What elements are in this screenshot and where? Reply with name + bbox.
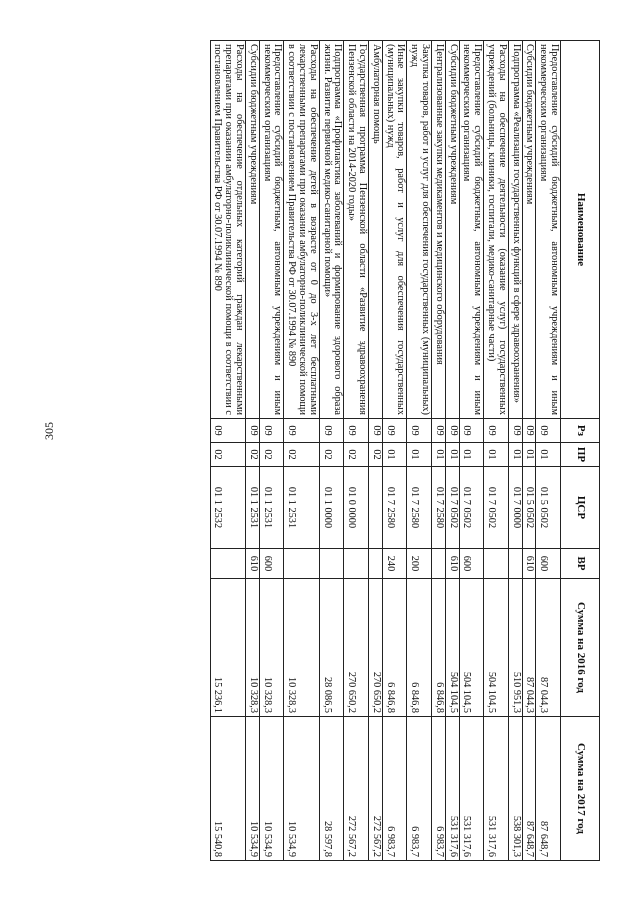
cell-name: Иные закупки товаров, работ и услуг для обеспечения государственных (муниципальных) нужд — [382, 41, 407, 419]
cell-rz: 09 — [284, 419, 319, 443]
header-sum-2017: Сумма на 2017 год — [561, 717, 600, 861]
cell-rz: 09 — [484, 419, 509, 443]
cell-sum-2016: 6 846,8 — [407, 579, 432, 717]
page-number: 305 — [42, 422, 56, 440]
cell-vr: 600 — [459, 549, 484, 579]
cell-vr — [319, 549, 344, 579]
cell-name: Амбулаторная помощь — [369, 41, 383, 419]
table-body — [210, 41, 560, 861]
table-row — [536, 41, 561, 861]
cell-sum-2016: 87 044,3 — [522, 579, 536, 717]
cell-sum-2016: 15 236,1 — [210, 579, 245, 717]
table-row — [210, 41, 245, 861]
cell-sum-2017: 531 317,6 — [484, 717, 509, 861]
header-name: Наименование — [561, 41, 600, 419]
cell-vr — [484, 549, 509, 579]
cell-sum-2017: 10 534,9 — [259, 717, 284, 861]
cell-rz: 09 — [459, 419, 484, 443]
cell-rz: 09 — [536, 419, 561, 443]
cell-sum-2017: 6 983,7 — [382, 717, 407, 861]
cell-name: Предоставление субсидий бюджетным, автономным учреждениям и иным некоммерческим организациям — [259, 41, 284, 419]
cell-rz: 09 — [522, 419, 536, 443]
header-pr: ПР — [561, 443, 600, 467]
table-row — [246, 41, 260, 861]
cell-csr: 01 7 0502 — [459, 467, 484, 549]
cell-sum-2017: 272 567,2 — [369, 717, 383, 861]
cell-vr — [210, 549, 245, 579]
cell-pr: 01 — [432, 443, 446, 467]
cell-vr: 610 — [445, 549, 459, 579]
cell-sum-2017: 272 567,2 — [344, 717, 369, 861]
cell-csr: 01 7 0502 — [484, 467, 509, 549]
cell-vr — [284, 549, 319, 579]
cell-vr: 600 — [536, 549, 561, 579]
cell-pr: 02 — [369, 443, 383, 467]
table-row — [484, 41, 509, 861]
cell-csr: 01 1 2531 — [246, 467, 260, 549]
cell-vr — [369, 549, 383, 579]
cell-rz: 09 — [508, 419, 522, 443]
cell-csr: 01 7 2580 — [382, 467, 407, 549]
cell-sum-2016: 10 328,3 — [246, 579, 260, 717]
cell-pr: 02 — [344, 443, 369, 467]
cell-csr: 01 0 0000 — [344, 467, 369, 549]
cell-rz: 09 — [369, 419, 383, 443]
cell-vr — [432, 549, 446, 579]
cell-sum-2016: 87 044,3 — [536, 579, 561, 717]
cell-pr: 01 — [382, 443, 407, 467]
cell-sum-2017: 87 648,7 — [522, 717, 536, 861]
cell-csr: 01 7 0000 — [508, 467, 522, 549]
cell-name: Расходы на обеспечение деятельности (оказание услуг) государственных учреждений (больницы, клиники, госпитали, медико-санитарные части) — [484, 41, 509, 419]
cell-vr: 200 — [407, 549, 432, 579]
cell-name: Подпрограмма «Профилактика заболеваний и формирование здорового образа жизни. Развитие первичной медико-санитарной помощи» — [319, 41, 344, 419]
table-row — [459, 41, 484, 861]
cell-rz: 09 — [210, 419, 245, 443]
cell-csr: 01 5 0502 — [536, 467, 561, 549]
cell-sum-2016: 28 086,5 — [319, 579, 344, 717]
cell-name: Подпрограмма «Реализация государственных функций в сфере здравоохранения» — [508, 41, 522, 419]
cell-pr: 02 — [210, 443, 245, 467]
cell-csr: 01 7 2580 — [407, 467, 432, 549]
table-row — [259, 41, 284, 861]
cell-csr — [369, 467, 383, 549]
cell-sum-2017: 10 534,9 — [246, 717, 260, 861]
table-row — [407, 41, 432, 861]
budget-table-wrapper — [210, 40, 600, 860]
cell-vr — [344, 549, 369, 579]
cell-pr: 02 — [259, 443, 284, 467]
cell-pr: 01 — [484, 443, 509, 467]
cell-rz: 09 — [246, 419, 260, 443]
cell-name: Предоставление субсидий бюджетным, автономным учреждениям и иным некоммерческим организациям — [536, 41, 561, 419]
cell-sum-2016: 270 650,2 — [369, 579, 383, 717]
cell-name: Предоставление субсидий бюджетным, автономным учреждениям и иным некоммерческим организациям — [459, 41, 484, 419]
cell-pr: 01 — [522, 443, 536, 467]
cell-name: Субсидии бюджетным учреждениям — [246, 41, 260, 419]
cell-csr: 01 1 2532 — [210, 467, 245, 549]
cell-pr: 02 — [319, 443, 344, 467]
table-row — [344, 41, 369, 861]
cell-csr: 01 1 2531 — [259, 467, 284, 549]
cell-rz: 09 — [319, 419, 344, 443]
table-row — [432, 41, 446, 861]
cell-vr: 610 — [522, 549, 536, 579]
cell-sum-2017: 87 648,7 — [536, 717, 561, 861]
cell-sum-2017: 15 540,8 — [210, 717, 245, 861]
cell-name: Централизованные закупки медикаментов и медицинского оборудования — [432, 41, 446, 419]
cell-rz: 09 — [259, 419, 284, 443]
cell-pr: 01 — [536, 443, 561, 467]
table-row — [508, 41, 522, 861]
cell-vr: 610 — [246, 549, 260, 579]
cell-rz: 09 — [445, 419, 459, 443]
cell-csr: 01 7 0502 — [445, 467, 459, 549]
cell-csr: 01 1 0000 — [319, 467, 344, 549]
cell-sum-2017: 6 983,7 — [432, 717, 446, 861]
cell-sum-2016: 504 104,5 — [459, 579, 484, 717]
table-row — [369, 41, 383, 861]
cell-sum-2017: 531 317,6 — [459, 717, 484, 861]
budget-table — [210, 40, 600, 861]
cell-sum-2016: 6 846,8 — [382, 579, 407, 717]
cell-rz: 09 — [432, 419, 446, 443]
table-row — [319, 41, 344, 861]
cell-pr: 02 — [284, 443, 319, 467]
cell-sum-2017: 10 534,9 — [284, 717, 319, 861]
cell-rz: 09 — [344, 419, 369, 443]
cell-sum-2016: 504 104,5 — [445, 579, 459, 717]
cell-name: Закупка товаров, работ и услуг для обеспечения государственных (муниципальных) нужд — [407, 41, 432, 419]
cell-rz: 09 — [382, 419, 407, 443]
cell-sum-2017: 6 983,7 — [407, 717, 432, 861]
cell-name: Субсидии бюджетным учреждениям — [522, 41, 536, 419]
cell-sum-2016: 6 846,8 — [432, 579, 446, 717]
cell-vr: 600 — [259, 549, 284, 579]
header-vr: ВР — [561, 549, 600, 579]
cell-pr: 01 — [407, 443, 432, 467]
header-rz: Рз — [561, 419, 600, 443]
cell-csr: 01 7 2580 — [432, 467, 446, 549]
cell-sum-2017: 28 597,8 — [319, 717, 344, 861]
cell-pr: 02 — [246, 443, 260, 467]
cell-rz: 09 — [407, 419, 432, 443]
cell-sum-2016: 510 951,3 — [508, 579, 522, 717]
cell-csr: 01 5 0502 — [522, 467, 536, 549]
cell-name: Государственная программа Пензенской области «Развитие здравоохранения Пензенской области на 2014-2020 годы» — [344, 41, 369, 419]
cell-sum-2016: 10 328,3 — [284, 579, 319, 717]
cell-sum-2016: 10 328,3 — [259, 579, 284, 717]
cell-pr: 01 — [445, 443, 459, 467]
cell-sum-2017: 538 301,3 — [508, 717, 522, 861]
cell-sum-2017: 531 317,6 — [445, 717, 459, 861]
cell-name: Расходы на обеспечение отдельных категорий граждан лекарственными препаратами при оказании амбулаторно-поликлинической помощи в соответствии с постановлением Правительства РФ от 30.07.1994 № 890 — [210, 41, 245, 419]
table-row — [284, 41, 319, 861]
table-header-row — [561, 41, 600, 861]
cell-name: Расходы на обеспечение детей в возрасте от 0 до 3-х лет бесплатными лекарственными препаратами при оказании амбулаторно-поликлинической помощи в соответствии с постановлением Правительства РФ от 30.07.1994 № 890 — [284, 41, 319, 419]
table-row — [445, 41, 459, 861]
cell-sum-2016: 504 104,5 — [484, 579, 509, 717]
cell-name: Субсидии бюджетным учреждениям — [445, 41, 459, 419]
cell-csr: 01 1 2531 — [284, 467, 319, 549]
cell-pr: 01 — [459, 443, 484, 467]
cell-vr: 240 — [382, 549, 407, 579]
cell-vr — [508, 549, 522, 579]
table-row — [522, 41, 536, 861]
cell-sum-2016: 270 650,2 — [344, 579, 369, 717]
table-row — [382, 41, 407, 861]
header-csr: ЦСР — [561, 467, 600, 549]
cell-pr: 01 — [508, 443, 522, 467]
header-sum-2016: Сумма на 2016 год — [561, 579, 600, 717]
